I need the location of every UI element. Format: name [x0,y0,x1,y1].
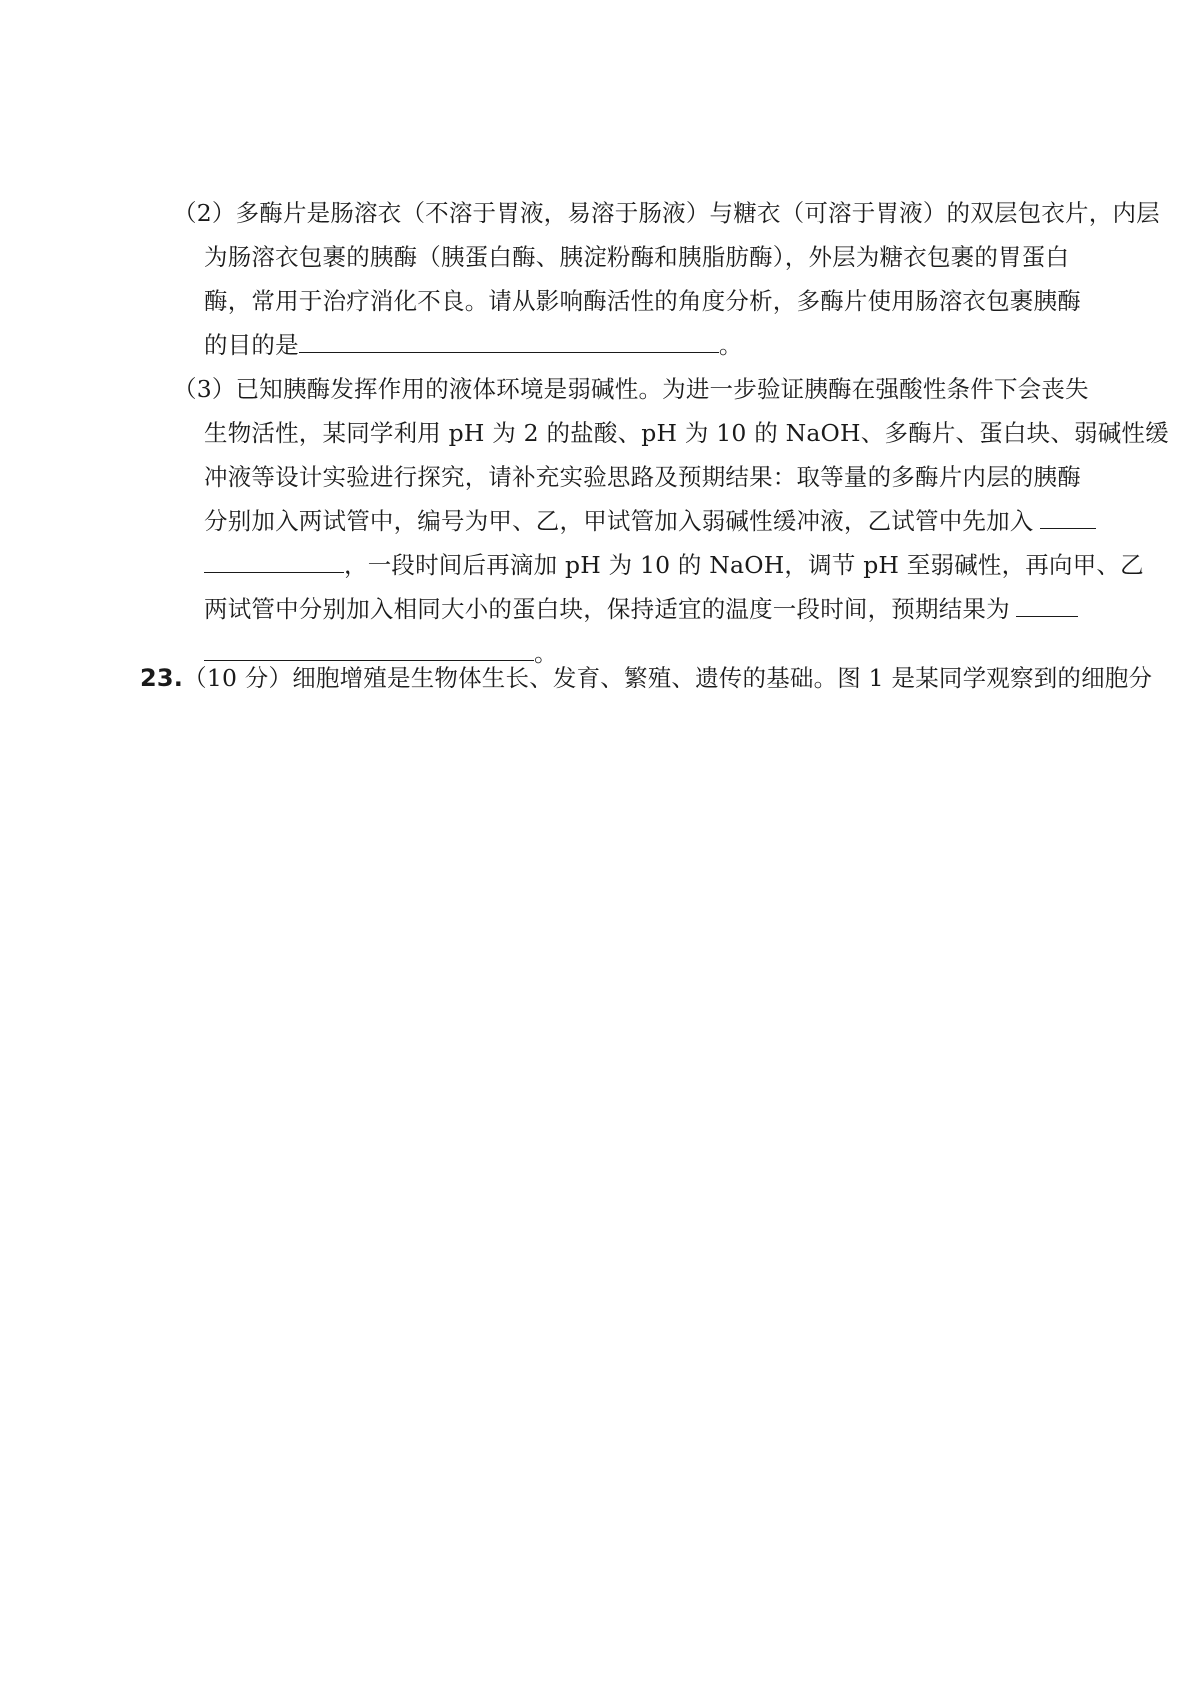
text: （10 分）细胞增殖是生物体生长、发育、繁殖、遗传的基础。图 1 是某同学观察到的细胞分 [183,664,1153,692]
q22-p3-line1: （3）已知胰酶发挥作用的液体环境是弱碱性。为进一步验证胰酶在强酸性条件下会丧失 [173,375,1089,403]
q22-p2-line1: （2）多酶片是肠溶衣（不溶于胃液，易溶于肠液）与糖衣（可溶于胃液）的双层包衣片，内层 [173,199,1160,227]
q22-p2-line2: 为肠溶衣包裹的胰酶（胰蛋白酶、胰淀粉酶和胰脂肪酶），外层为糖衣包裹的胃蛋白 [204,243,1070,271]
q22-p3-line3: 冲液等设计实验进行探究，请补充实验思路及预期结果：取等量的多酶片内层的胰酶 [204,463,1081,491]
q22-p3-line4 [204,504,1096,538]
answer-blank[interactable] [299,330,719,353]
text: 的目的是 [204,331,299,359]
text: 两试管中分别加入相同大小的蛋白块，保持适宜的温度一段时间，预期结果为 [204,595,1010,623]
q22-p3-line6 [204,592,1078,626]
answer-blank[interactable] [204,638,534,661]
text: 。 [534,639,558,667]
answer-blank[interactable] [204,550,344,573]
question-number: 23. [140,664,184,692]
q22-p3-line5 [204,548,1144,582]
answer-blank[interactable] [1040,506,1096,529]
text: ，一段时间后再滴加 pH 为 10 的 NaOH，调节 pH 至弱碱性，再向甲、乙 [344,551,1144,579]
answer-blank[interactable] [1016,594,1078,617]
q22-p2-line4 [204,328,743,362]
q23-line1 [140,661,1152,695]
q22-p3-line2: 生物活性，某同学利用 pH 为 2 的盐酸、pH 为 10 的 NaOH、多酶片、蛋白块、弱碱性缓 [204,419,1169,447]
text: 。 [718,331,743,359]
text: 分别加入两试管中，编号为甲、乙，甲试管加入弱碱性缓冲液，乙试管中先加入 [204,507,1034,535]
q22-p2-line3: 酶，常用于治疗消化不良。请从影响酶活性的角度分析，多酶片使用肠溶衣包裹胰酶 [204,287,1081,315]
